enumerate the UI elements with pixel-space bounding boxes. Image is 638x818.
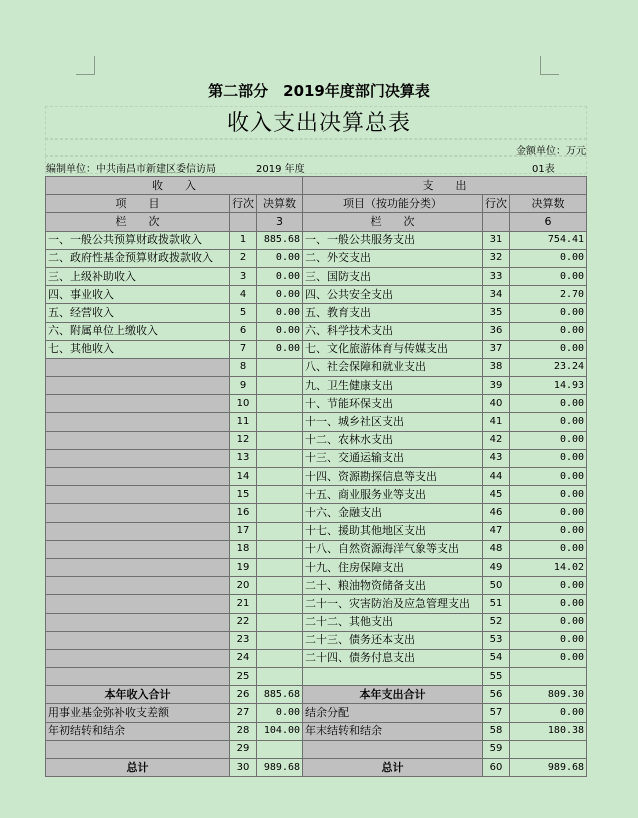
income-line-number: 18	[230, 540, 257, 558]
income-summary-label: 年初结转和结余	[46, 722, 230, 740]
income-item-label	[46, 540, 230, 558]
table-row	[46, 413, 587, 431]
expense-line-header: 行次	[483, 195, 510, 213]
table-row	[46, 540, 587, 558]
expense-line-number: 47	[483, 522, 510, 540]
header-row-columns	[46, 195, 587, 213]
expense-summary-amount: 989.68	[510, 759, 587, 777]
expense-line-number: 54	[483, 649, 510, 667]
expense-amount-header: 决算数	[510, 195, 587, 213]
income-item-label	[46, 668, 230, 686]
income-amount	[257, 631, 303, 649]
expense-item-label: 二十、粮油物资储备支出	[303, 577, 483, 595]
table-row	[46, 286, 587, 304]
income-item-label	[46, 577, 230, 595]
expense-summary-amount: 180.38	[510, 722, 587, 740]
expense-amount: 0.00	[510, 267, 587, 285]
income-amount	[257, 413, 303, 431]
unit-cell-border	[45, 138, 587, 156]
income-item-label: 二、政府性基金预算财政拨款收入	[46, 249, 230, 267]
income-line-number: 14	[230, 468, 257, 486]
income-line-number: 24	[230, 649, 257, 667]
expense-item-label: 十七、援助其他地区支出	[303, 522, 483, 540]
expense-amount: 0.00	[510, 468, 587, 486]
expense-item-label: 二十一、灾害防治及应急管理支出	[303, 595, 483, 613]
income-item-label: 七、其他收入	[46, 340, 230, 358]
expense-header: 支 出	[303, 177, 587, 195]
income-header: 收 入	[46, 177, 303, 195]
income-column-label: 栏 次	[46, 213, 230, 231]
income-amount: 885.68	[257, 231, 303, 249]
expense-summary-line: 56	[483, 686, 510, 704]
expense-line-number: 37	[483, 340, 510, 358]
income-amount	[257, 595, 303, 613]
expense-summary-label: 本年支出合计	[303, 686, 483, 704]
expense-item-label: 五、教育支出	[303, 304, 483, 322]
expense-item-label: 二、外交支出	[303, 249, 483, 267]
expense-line-number: 46	[483, 504, 510, 522]
table-row	[46, 304, 587, 322]
income-summary-label: 用事业基金弥补收支差额	[46, 704, 230, 722]
table-row	[46, 504, 587, 522]
expense-amount: 0.00	[510, 522, 587, 540]
page-corner-mark-left	[76, 56, 95, 75]
income-amount: 0.00	[257, 249, 303, 267]
income-amount	[257, 558, 303, 576]
income-line-number: 8	[230, 358, 257, 376]
income-item-label: 一、一般公共预算财政拨款收入	[46, 231, 230, 249]
income-item-label	[46, 468, 230, 486]
income-item-label	[46, 631, 230, 649]
table-row	[46, 358, 587, 376]
income-item-label: 六、附属单位上缴收入	[46, 322, 230, 340]
income-line-header: 行次	[230, 195, 257, 213]
expense-line-number: 53	[483, 631, 510, 649]
expense-amount: 0.00	[510, 486, 587, 504]
expense-amount: 2.70	[510, 286, 587, 304]
income-column-number: 3	[257, 213, 303, 231]
expense-amount: 0.00	[510, 540, 587, 558]
income-item-label	[46, 558, 230, 576]
expense-item-label: 二十二、其他支出	[303, 613, 483, 631]
expense-amount: 0.00	[510, 577, 587, 595]
table-row	[46, 340, 587, 358]
income-summary-line: 29	[230, 740, 257, 758]
income-amount: 0.00	[257, 322, 303, 340]
summary-row	[46, 759, 587, 777]
income-column-blank	[230, 213, 257, 231]
table-row	[46, 231, 587, 249]
income-line-number: 25	[230, 668, 257, 686]
expense-amount: 14.02	[510, 558, 587, 576]
expense-amount: 0.00	[510, 613, 587, 631]
income-amount	[257, 668, 303, 686]
expense-line-number: 43	[483, 449, 510, 467]
income-line-number: 4	[230, 286, 257, 304]
income-item-label	[46, 522, 230, 540]
expense-line-number: 52	[483, 613, 510, 631]
expense-line-number: 50	[483, 577, 510, 595]
income-line-number: 16	[230, 504, 257, 522]
expense-amount: 0.00	[510, 649, 587, 667]
income-amount	[257, 486, 303, 504]
income-item-label	[46, 486, 230, 504]
table-row	[46, 631, 587, 649]
expense-item-label: 十八、自然资源海洋气象等支出	[303, 540, 483, 558]
income-amount	[257, 504, 303, 522]
income-summary-label: 本年收入合计	[46, 686, 230, 704]
income-line-number: 6	[230, 322, 257, 340]
income-item-label	[46, 358, 230, 376]
expense-amount: 23.24	[510, 358, 587, 376]
expense-item-label	[303, 668, 483, 686]
table-row	[46, 613, 587, 631]
expense-summary-label: 结余分配	[303, 704, 483, 722]
expense-amount: 0.00	[510, 413, 587, 431]
income-item-label	[46, 504, 230, 522]
expense-item-label: 四、公共安全支出	[303, 286, 483, 304]
expense-item-header: 项目（按功能分类）	[303, 195, 483, 213]
expense-line-number: 45	[483, 486, 510, 504]
expense-line-number: 32	[483, 249, 510, 267]
expense-amount: 0.00	[510, 249, 587, 267]
income-amount	[257, 431, 303, 449]
income-item-label	[46, 395, 230, 413]
income-item-label	[46, 595, 230, 613]
expense-item-label: 十六、金融支出	[303, 504, 483, 522]
table-row	[46, 449, 587, 467]
income-amount	[257, 395, 303, 413]
header-row-sections	[46, 177, 587, 195]
income-item-label	[46, 431, 230, 449]
expense-item-label: 一、一般公共服务支出	[303, 231, 483, 249]
expense-line-number: 35	[483, 304, 510, 322]
income-item-label: 五、经营收入	[46, 304, 230, 322]
expense-item-label: 九、卫生健康支出	[303, 377, 483, 395]
compiling-unit: 编制单位：中共南昌市新建区委信访局	[46, 164, 216, 175]
income-amount	[257, 649, 303, 667]
income-summary-amount: 885.68	[257, 686, 303, 704]
expense-summary-label: 总计	[303, 759, 483, 777]
expense-summary-label	[303, 740, 483, 758]
income-line-number: 20	[230, 577, 257, 595]
expense-amount: 0.00	[510, 595, 587, 613]
table-row	[46, 431, 587, 449]
expense-line-number: 38	[483, 358, 510, 376]
expense-column-number: 6	[510, 213, 587, 231]
income-item-label: 四、事业收入	[46, 286, 230, 304]
expense-amount: 0.00	[510, 631, 587, 649]
income-line-number: 3	[230, 267, 257, 285]
income-amount	[257, 540, 303, 558]
expense-line-number: 36	[483, 322, 510, 340]
table-row	[46, 522, 587, 540]
income-line-number: 11	[230, 413, 257, 431]
table-row	[46, 322, 587, 340]
expense-summary-line: 59	[483, 740, 510, 758]
income-item-label	[46, 449, 230, 467]
expense-amount: 0.00	[510, 322, 587, 340]
income-line-number: 19	[230, 558, 257, 576]
expense-amount: 0.00	[510, 304, 587, 322]
income-amount	[257, 358, 303, 376]
table-row	[46, 668, 587, 686]
income-line-number: 13	[230, 449, 257, 467]
income-item-label	[46, 377, 230, 395]
expense-amount: 0.00	[510, 504, 587, 522]
summary-row	[46, 740, 587, 758]
expense-item-label: 十三、交通运输支出	[303, 449, 483, 467]
expense-amount: 0.00	[510, 431, 587, 449]
table-row	[46, 486, 587, 504]
income-line-number: 23	[230, 631, 257, 649]
income-amount: 0.00	[257, 340, 303, 358]
income-amount	[257, 377, 303, 395]
income-amount: 0.00	[257, 304, 303, 322]
expense-line-number: 33	[483, 267, 510, 285]
expense-summary-line: 60	[483, 759, 510, 777]
table-row	[46, 468, 587, 486]
income-amount	[257, 522, 303, 540]
page-corner-mark-right	[540, 56, 559, 75]
table-row	[46, 595, 587, 613]
table-row	[46, 377, 587, 395]
expense-line-number: 42	[483, 431, 510, 449]
section-heading: 第二部分 2019年度部门决算表	[208, 82, 430, 100]
expense-line-number: 48	[483, 540, 510, 558]
report-title: 收入支出决算总表	[226, 111, 411, 136]
expense-summary-line: 57	[483, 704, 510, 722]
expense-line-number: 41	[483, 413, 510, 431]
income-amount	[257, 468, 303, 486]
expense-item-label: 八、社会保障和就业支出	[303, 358, 483, 376]
expense-column-blank	[483, 213, 510, 231]
income-item-header: 项 目	[46, 195, 230, 213]
income-amount: 0.00	[257, 267, 303, 285]
income-item-label	[46, 413, 230, 431]
income-item-label: 三、上级补助收入	[46, 267, 230, 285]
expense-line-number: 39	[483, 377, 510, 395]
expense-item-label: 七、文化旅游体育与传媒支出	[303, 340, 483, 358]
income-line-number: 15	[230, 486, 257, 504]
expense-summary-amount: 809.30	[510, 686, 587, 704]
income-amount: 0.00	[257, 286, 303, 304]
income-line-number: 7	[230, 340, 257, 358]
expense-amount: 754.41	[510, 231, 587, 249]
expense-amount	[510, 668, 587, 686]
table-row	[46, 649, 587, 667]
expense-summary-amount	[510, 740, 587, 758]
table-row	[46, 558, 587, 576]
income-amount	[257, 613, 303, 631]
expense-item-label: 十一、城乡社区支出	[303, 413, 483, 431]
income-line-number: 22	[230, 613, 257, 631]
income-line-number: 12	[230, 431, 257, 449]
income-summary-line: 27	[230, 704, 257, 722]
expense-item-label: 六、科学技术支出	[303, 322, 483, 340]
income-line-number: 17	[230, 522, 257, 540]
expense-line-number: 51	[483, 595, 510, 613]
income-line-number: 10	[230, 395, 257, 413]
summary-row	[46, 686, 587, 704]
summary-row	[46, 722, 587, 740]
expense-amount: 0.00	[510, 395, 587, 413]
expense-item-label: 二十四、债务付息支出	[303, 649, 483, 667]
expense-item-label: 十二、农林水支出	[303, 431, 483, 449]
summary-row	[46, 704, 587, 722]
income-summary-amount	[257, 740, 303, 758]
expense-summary-amount: 0.00	[510, 704, 587, 722]
income-summary-amount: 989.68	[257, 759, 303, 777]
income-summary-amount: 0.00	[257, 704, 303, 722]
expense-column-label: 栏 次	[303, 213, 483, 231]
income-item-label	[46, 613, 230, 631]
income-expense-table	[45, 176, 587, 777]
income-amount	[257, 449, 303, 467]
income-summary-label	[46, 740, 230, 758]
income-line-number: 21	[230, 595, 257, 613]
income-summary-amount: 104.00	[257, 722, 303, 740]
expense-amount: 0.00	[510, 340, 587, 358]
expense-item-label: 十、节能环保支出	[303, 395, 483, 413]
expense-amount: 0.00	[510, 449, 587, 467]
header-row-column-index	[46, 213, 587, 231]
income-summary-line: 30	[230, 759, 257, 777]
expense-item-label: 十四、资源勘探信息等支出	[303, 468, 483, 486]
expense-item-label: 十五、商业服务业等支出	[303, 486, 483, 504]
income-summary-line: 26	[230, 686, 257, 704]
expense-line-number: 49	[483, 558, 510, 576]
table-number: 01表	[532, 164, 555, 175]
expense-item-label: 十九、住房保障支出	[303, 558, 483, 576]
income-amount	[257, 577, 303, 595]
income-amount-header: 决算数	[257, 195, 303, 213]
income-item-label	[46, 649, 230, 667]
report-year: 2019 年度	[256, 164, 305, 175]
income-summary-line: 28	[230, 722, 257, 740]
income-summary-label: 总计	[46, 759, 230, 777]
expense-line-number: 40	[483, 395, 510, 413]
expense-item-label: 二十三、债务还本支出	[303, 631, 483, 649]
table-row	[46, 577, 587, 595]
table-row	[46, 249, 587, 267]
expense-line-number: 31	[483, 231, 510, 249]
expense-item-label: 三、国防支出	[303, 267, 483, 285]
income-line-number: 2	[230, 249, 257, 267]
income-line-number: 9	[230, 377, 257, 395]
expense-line-number: 44	[483, 468, 510, 486]
expense-amount: 14.93	[510, 377, 587, 395]
income-line-number: 1	[230, 231, 257, 249]
income-line-number: 5	[230, 304, 257, 322]
expense-summary-line: 58	[483, 722, 510, 740]
expense-summary-label: 年末结转和结余	[303, 722, 483, 740]
table-row	[46, 267, 587, 285]
table-row	[46, 395, 587, 413]
expense-line-number: 55	[483, 668, 510, 686]
expense-line-number: 34	[483, 286, 510, 304]
amount-unit: 金额单位：万元	[516, 146, 586, 157]
